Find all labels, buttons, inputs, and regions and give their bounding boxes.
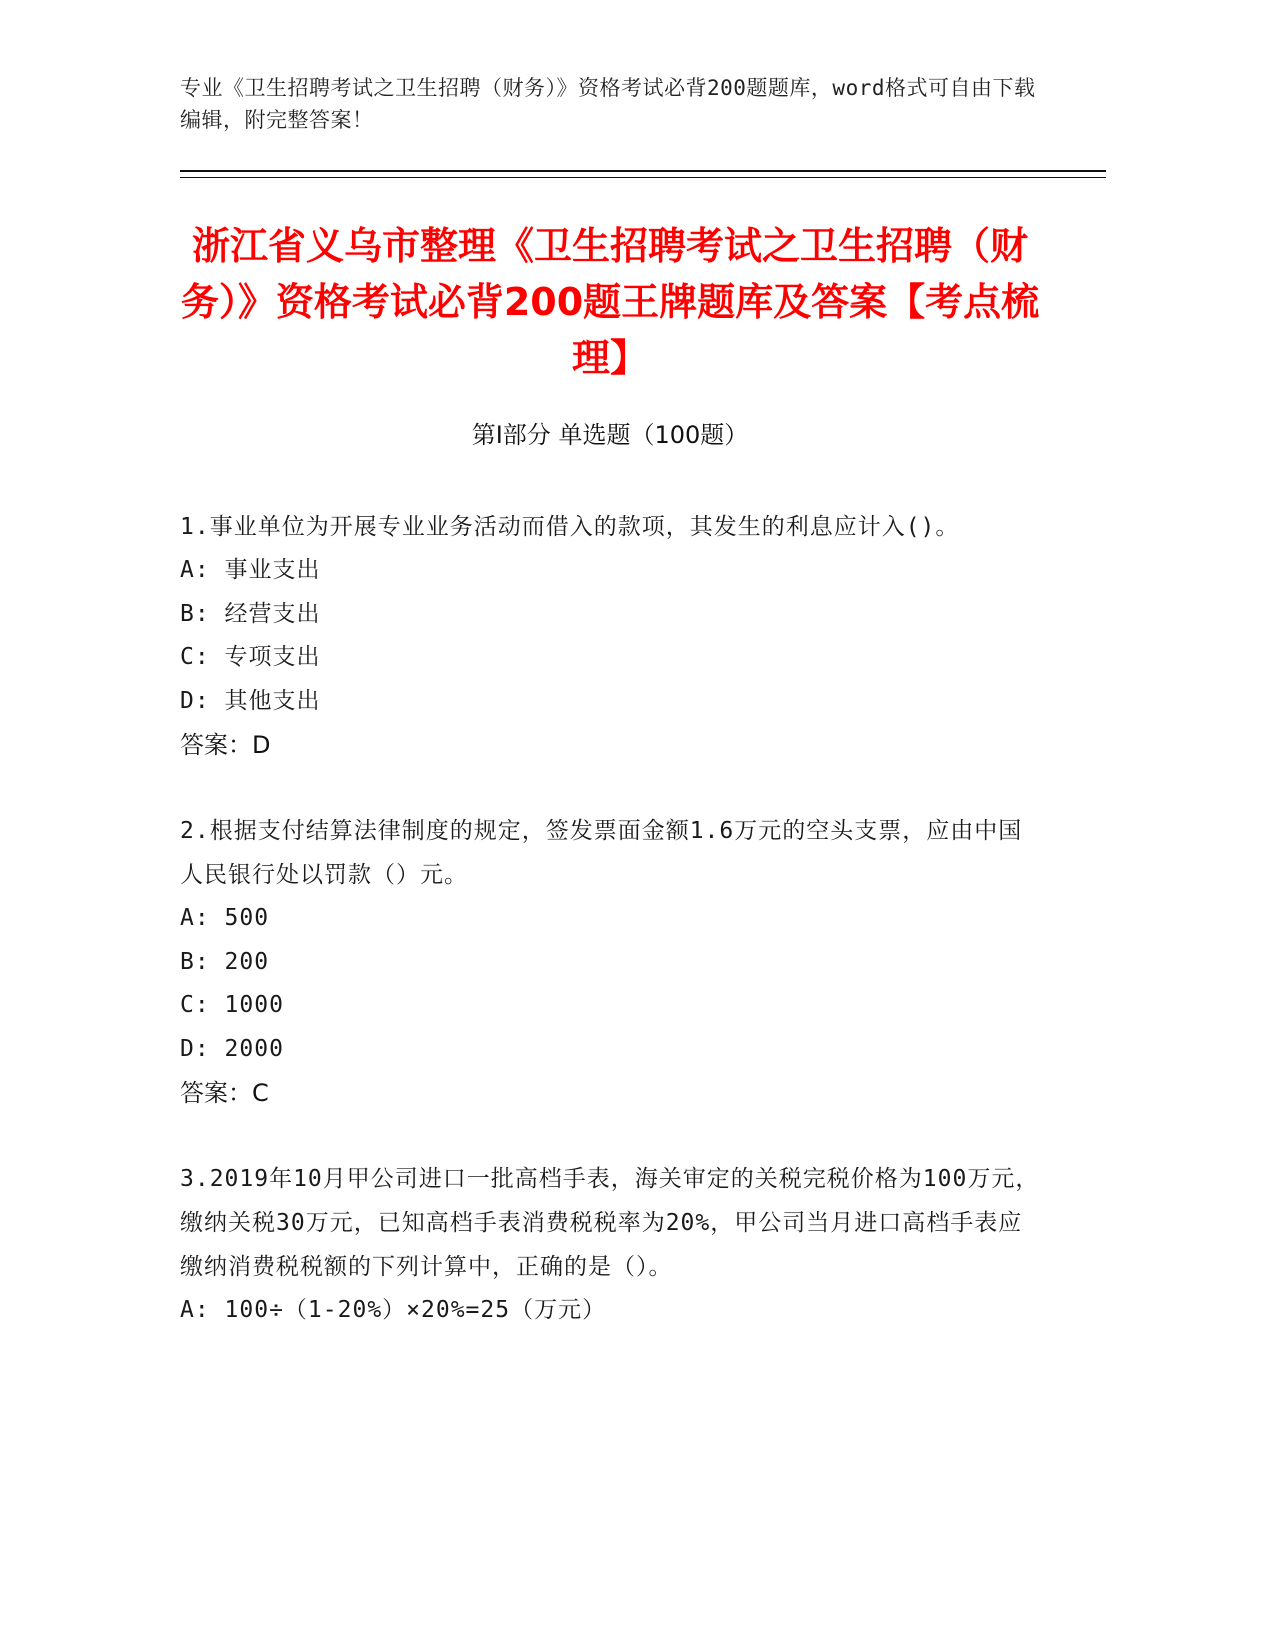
answer-label: 答案：D	[180, 731, 271, 759]
header-note: 专业《卫生招聘考试之卫生招聘（财务）》资格考试必背200题题库，word格式可自由下载编辑，附完整答案！	[180, 76, 1036, 132]
option-d: D: 2000	[180, 1035, 284, 1062]
option-a: A: 100÷（1-20%）×20%=25（万元）	[180, 1297, 607, 1323]
question-stem: 2.根据支付结算法律制度的规定，签发票面金额1.6万元的空头支票，应由中国人民银行处以罚款（）元。	[180, 818, 1023, 888]
question-stem: 1.事业单位为开展专业业务活动而借入的款项，其发生的利息应计入()。	[180, 514, 960, 540]
option-a: A: 事业支出	[180, 557, 321, 583]
question-list	[180, 505, 1040, 1375]
question-stem: 3.2019年10月甲公司进口一批高档手表，海关审定的关税完税价格为100万元，缴纳关税30万元，已知高档手表消费税税率为20%，甲公司当月进口高档手表应缴纳消费税税额的下列计算中，正确的是（）。	[180, 1166, 1040, 1280]
option-b: B: 200	[180, 948, 270, 975]
question-3	[180, 1157, 1040, 1333]
question-2	[180, 809, 1040, 1115]
question-1	[180, 505, 1040, 767]
section-heading: 第I部分 单选题（100题）	[471, 421, 749, 449]
option-c: C: 专项支出	[180, 644, 321, 670]
option-a: A: 500	[180, 905, 270, 931]
header-divider-thick	[180, 170, 1106, 172]
option-d: D: 其他支出	[180, 687, 321, 714]
option-c: C: 1000	[180, 992, 284, 1018]
header-divider-thin	[180, 177, 1106, 178]
answer-label: 答案：C	[180, 1079, 269, 1107]
document-title: 浙江省义乌市整理《卫生招聘考试之卫生招聘（财务）》资格考试必背200题王牌题库及答案【考点梳理】	[180, 224, 1040, 380]
option-b: B: 经营支出	[180, 600, 321, 627]
